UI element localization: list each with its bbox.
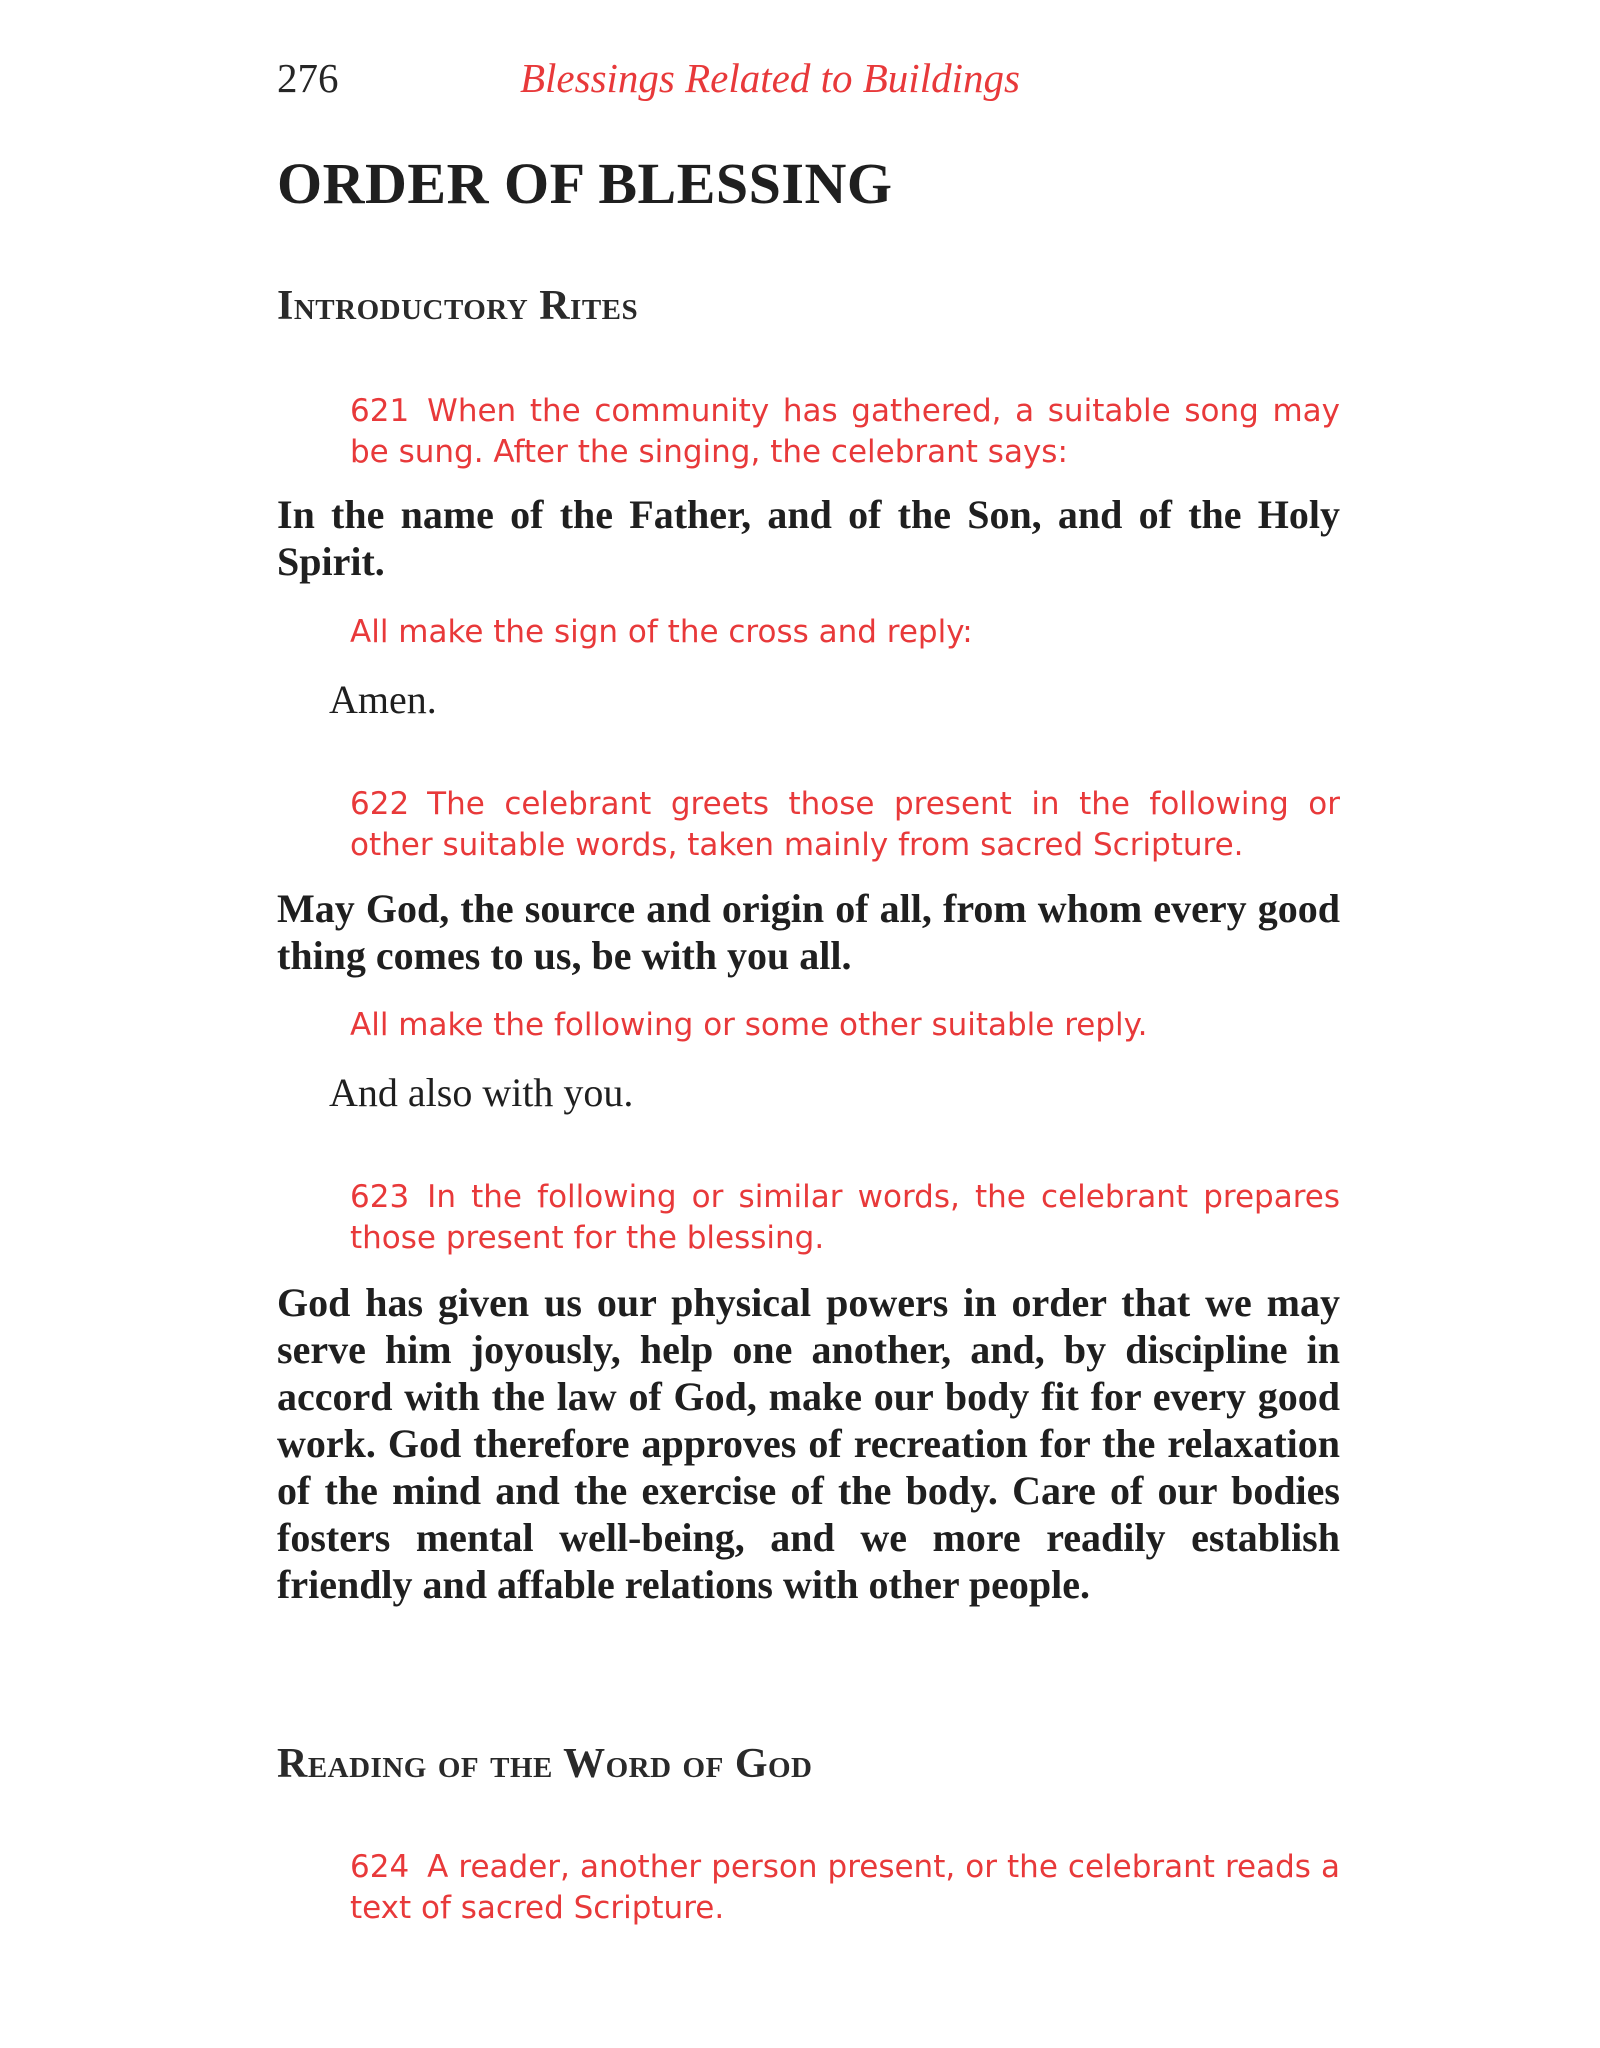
page-number: 276: [277, 55, 339, 101]
running-header: [277, 54, 1340, 114]
document-page: [277, 0, 1340, 2048]
rubric-reply: All make the following or some other suitable reply.: [350, 1007, 1148, 1043]
rubric-622: [350, 784, 1340, 866]
prayer-introduction: God has given us our physical powers in order that we may serve him joyously, help one another, and, by discipline in accord with the law of God, make our body fit for every good work. God therefore approves of recreation for the relaxation of the mind and the exercise of the body. Care of our bodies fosters mental well-being, and we more readily establish friendly and affable relations with other people.: [277, 1280, 1340, 1607]
prayer-greeting: May God, the source and origin of all, from whom every good thing comes to us, be with you all.: [277, 886, 1340, 978]
response-amen: Amen.: [329, 677, 437, 722]
rubric-621: [350, 391, 1340, 473]
rubric-number: 624: [350, 1849, 410, 1885]
section-heading-introductory-rites: Introductory Rites: [277, 283, 639, 329]
rubric-number: 623: [350, 1179, 410, 1215]
rubric-624: [350, 1847, 1340, 1929]
response-also-with-you: And also with you.: [329, 1070, 634, 1115]
rubric-number: 621: [350, 393, 410, 429]
section-heading-reading: Reading of the Word of God: [277, 1741, 813, 1787]
rubric-number: 622: [350, 786, 410, 822]
rubric-text: When the community has gathered, a suitable song may be sung. After the singing, the celebrant says:: [350, 393, 1340, 470]
running-title: Blessings Related to Buildings: [520, 55, 1020, 101]
prayer-invocation: In the name of the Father, and of the Son, and of the Holy Spirit.: [277, 492, 1340, 584]
rubric-623: [350, 1177, 1340, 1259]
page-title: ORDER OF BLESSING: [277, 151, 893, 216]
rubric-text: In the following or similar words, the celebrant prepares those present for the blessing.: [350, 1179, 1340, 1256]
rubric-text: The celebrant greets those present in the following or other suitable words, taken mainly from sacred Scripture.: [350, 786, 1340, 863]
rubric-sign-of-cross: All make the sign of the cross and reply:: [350, 614, 973, 650]
rubric-text: A reader, another person present, or the celebrant reads a text of sacred Scripture.: [350, 1849, 1340, 1926]
